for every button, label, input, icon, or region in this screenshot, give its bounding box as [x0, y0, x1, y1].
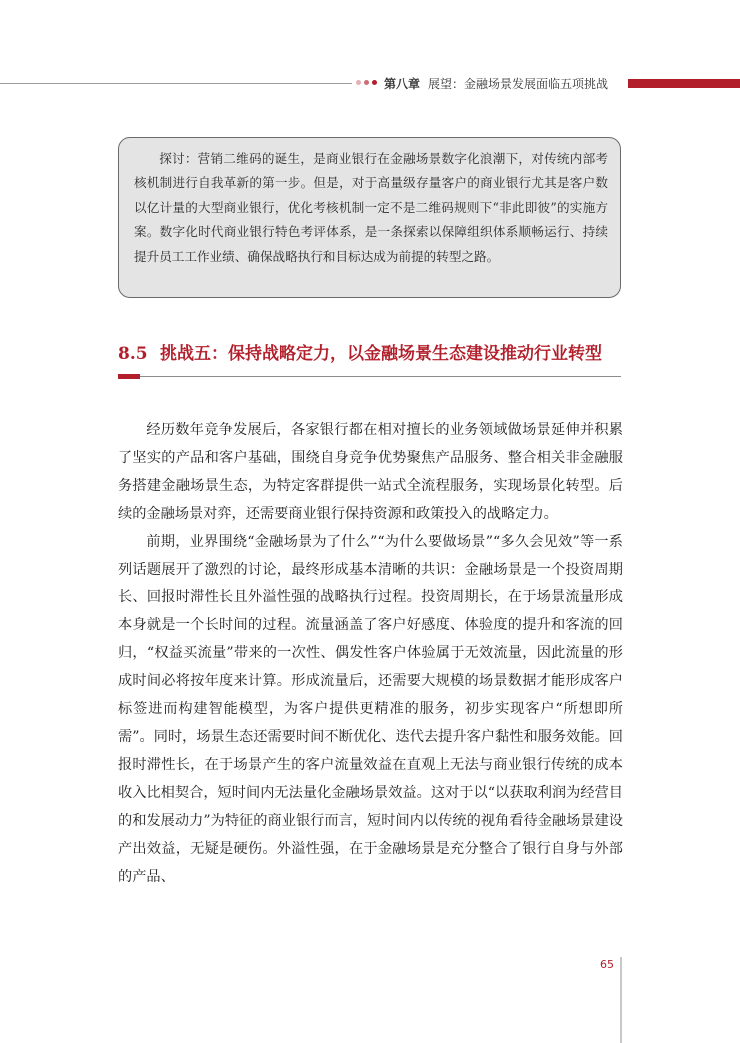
paragraph: 前期，业界围绕“金融场景为了什么”“为什么要做场景”“多久会见效”等一系列话题展开了激烈的讨论，最终形成基本清晰的共识：金融场景是一个投资周期长、回报时滞性长且外溢性强的战略执行过程。投资周期长，在于场景流量形成本身就是一个长时间的过程。流量涵盖了客户好感度、体验度的提升和客流的回归，“权益买流量”带来的一次性、偶发性客户体验属于无效流量，因此流量的形成时间必将按年度来计算。形成流量后，还需要大规模的场景数据才能形成客户标签进而构建智能模型，为客户提供更精准的服务，初步实现客户“所想即所需”。同时，场景生态还需要时间不断优化、迭代去提升客户黏性和服务效能。回报时滞性长，在于场景产生的客户流量效益在直观上无法与商业银行传统的成本收入比相契合，短时间内无法量化金融场景效益。这对于以“以获取利润为经营目的和发展动力”为特征的商业银行而言，短时间内以传统的视角看待金融场景建设产出效益，无疑是硬伤。外溢性强，在于金融场景是充分整合了银行自身与外部的产品、 [118, 533, 623, 885]
chapter-label: 第八章 [384, 77, 421, 91]
section-heading [118, 340, 602, 368]
header-rule [0, 83, 352, 84]
section-accent-mark [118, 374, 140, 379]
discussion-box [118, 137, 621, 298]
section-rule [118, 376, 621, 377]
header-dots-ornament [356, 78, 380, 88]
paragraph: 经历数年竞争发展后，各家银行都在相对擅长的业务领域做场景延伸并积累了坚实的产品和客户基础，围绕自身竞争优势聚焦产品服务、整合相关非金融服务搭建金融场景生态，为特定客群提供一站式全流程服务，实现场景化转型。后续的金融场景对弈，还需要商业银行保持资源和政策投入的战略定力。 [118, 422, 623, 522]
body-text [118, 417, 623, 891]
chapter-title: 展望：金融场景发展面临五项挑战 [428, 77, 609, 91]
running-header [384, 74, 608, 94]
page-number: 65 [600, 958, 614, 971]
discussion-text: 探讨：营销二维码的诞生，是商业银行在金融场景数字化浪潮下，对传统内部考核机制进行自我革新的第一步。但是，对于高量级存量客户的商业银行尤其是客户数以亿计量的大型商业银行，优化考核机制一定不是二维码规则下“非此即彼”的实施方案。数字化时代商业银行特色考评体系，是一条探索以保障组织体系顺畅运行、持续提升员工工作业绩、确保战略执行和目标达成为前提的转型之路。 [134, 151, 608, 264]
section-title: 挑战五：保持战略定力，以金融场景生态建设推动行业转型 [160, 344, 602, 364]
section-number: 8.5 [118, 344, 148, 364]
footer-rule [620, 957, 622, 1043]
header-accent-bar [628, 79, 740, 88]
